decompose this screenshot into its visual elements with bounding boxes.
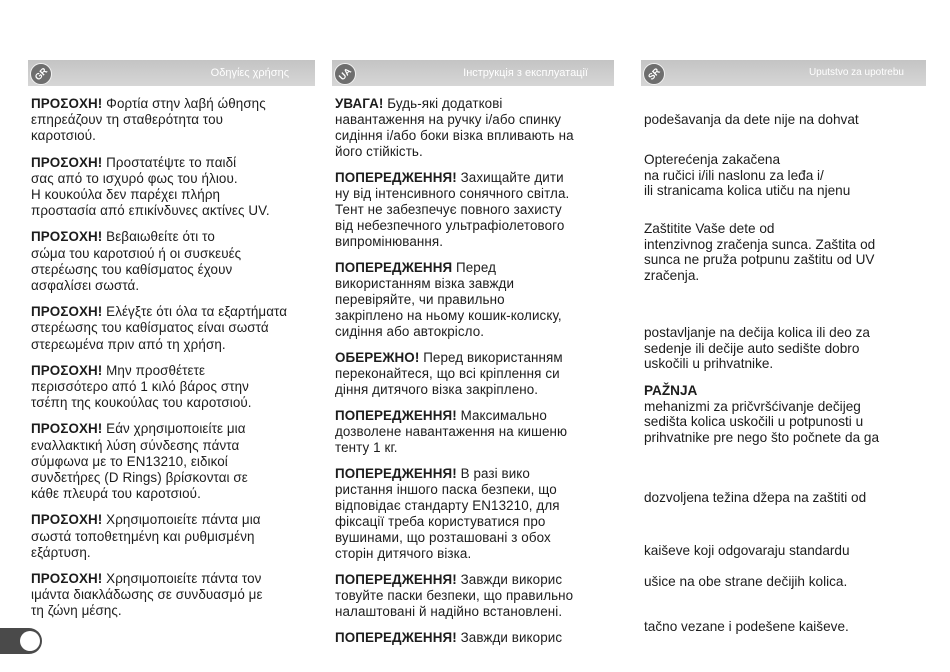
warning-paragraph: ΠΡΟΣΟΧΗ! Μην προσθέτετε περισσότερο από 1 κιλό βάρος στην τσέπη της κουκούλας του καροτσιού. [31,362,252,411]
warning-paragraph: ΠΡΟΣΟΧΗ! Προστατέψτε το παιδί σας από το ισχυρό φως του ήλιου. Η κουκούλα δεν παρέχει πλήρη προστασία από επικίνδυνες ακτίνες UV. [31,154,270,219]
warning-paragraph: ПОПЕРЕДЖЕННЯ! Максимально дозволене навантаження на кишеню тенту 1 кг. [335,408,568,455]
text-body-ua [335,96,614,656]
warning-paragraph: ΠΡΟΣΟΧΗ! Εάν χρησιμοποιείτε μια εναλλακτική λύση σύνδεσης πάντα σύμφωνα με το EN13210, ειδικοί συνδετήρες (D Rings) βρίσκονται σε κάθε πλευρά του καροτσιού. [31,421,248,502]
text-fragment: podešavanja da dete nije na dohvat [644,112,859,127]
section-title-sr: Uputstvo za upotrebu [808,67,904,78]
text-fragment: Zaštitite Vaše dete od intenzivnog zračenja sunca. Zaštita od sunca ne pruža potpunu zaštitu od UV zračenja. [644,221,876,283]
section-title-gr: Οδηγίες χρήσης [210,67,289,79]
warning-paragraph: ΠΡΟΣΟΧΗ! Φορτία στην λαβή ώθησης επηρεάζουν τη σταθερότητα του καροτσιού. [31,96,266,144]
section-title-ua: Інструкція з експлуатації [463,67,588,79]
text-fragment: postavljanje na dečija kolica ili deo za sedenje ili dečije auto sedište dobro uskočili u prihvatnike. [644,325,870,371]
text-fragment: PAŽNJA mehanizmi za pričvršćivanje dečijeg sedišta kolica uskočili u potpunosti u prihvatnike pre nego što počnete da ga [644,383,880,445]
warning-paragraph: УВАГА! Будь-які додаткові навантаження на ручку і/або спинку сидіння і/або боки візка впливають на його стійкість. [335,96,574,159]
column-ukrainian [332,0,614,672]
page-tab-marker [0,628,42,654]
warning-paragraph: ПОПЕРЕДЖЕННЯ! Захищайте дити ну від інтенсивного сонячного світла. Тент не забезпечує повного захисту від небезпечного ультрафіолетового випромінювання. [335,170,570,249]
warning-paragraph: ΠΡΟΣΟΧΗ! Χρησιμοποιείτε πάντα μια σωστά τοποθετημένη και ρυθμισμένη εξάρτυση. [31,512,261,560]
column-serbian [641,0,926,672]
warning-paragraph: ΠΡΟΣΟΧΗ! Βεβαιωθείτε ότι το σώμα του καροτσιού ή οι συσκευές στερέωσης του καθίσματος έχουν ασφαλίσει σωστά. [31,229,242,294]
warning-paragraph: ПОПЕРЕДЖЕННЯ! В разі вико ристання іншого паска безпеки, що відповідає стандарту EN13210, для фіксації треба користуватися про вушинами, що розташовані з обох сторін дитячого візка. [335,466,560,561]
text-fragment: kaiševe koji odgovaraju standardu [644,543,850,558]
section-header-sr [641,60,926,86]
warning-paragraph: ΠΡΟΣΟΧΗ! Χρησιμοποιείτε πάντα τον ιμάντα διακλάδωσης σε συνδυασμό με τη ζώνη μέσης. [31,571,263,619]
language-badge-sr: SR [638,58,669,89]
text-fragment: tačno vezane i podešene kaiševe. [644,619,849,634]
warning-paragraph: ПОПЕРЕДЖЕННЯ! Завжди викорис [335,630,563,645]
text-fragment: Opterećenja zakačena na ručici i/ili naslonu za leđa i/ ili stranicama kolica utiču na njenu [644,152,851,198]
warning-paragraph: ПОПЕРЕДЖЕННЯ! Завжди викорис товуйте паски безпеки, що правильно налаштовані й надійно встановлені. [335,572,574,619]
warning-paragraph: ΠΡΟΣΟΧΗ! Ελέγξτε ότι όλα τα εξαρτήματα στερέωσης του καθίσματος είναι σωστά στερεωμένα πριν από τη χρήση. [31,304,288,352]
column-greek [28,0,315,672]
warning-paragraph: ПОПЕРЕДЖЕННЯ Перед використанням візка завжди перевіряйте, чи правильно закріплено на ньому кошик-колиску, сидіння або автокрісло. [335,260,562,339]
section-header-gr [28,60,315,86]
section-header-ua [332,60,614,86]
warning-paragraph: ОБЕРЕЖНО! Перед використанням переконайтеся, що всі кріплення си діння дитячого візка закріплено. [335,350,563,397]
language-badge-ua: UA [329,58,360,89]
text-fragment: ušice na obe strane dečijih kolica. [644,574,848,589]
language-badge-gr: GR [25,58,56,89]
text-body-gr [31,96,315,630]
text-fragment: dozvoljena težina džepa na zaštiti od [644,490,867,505]
